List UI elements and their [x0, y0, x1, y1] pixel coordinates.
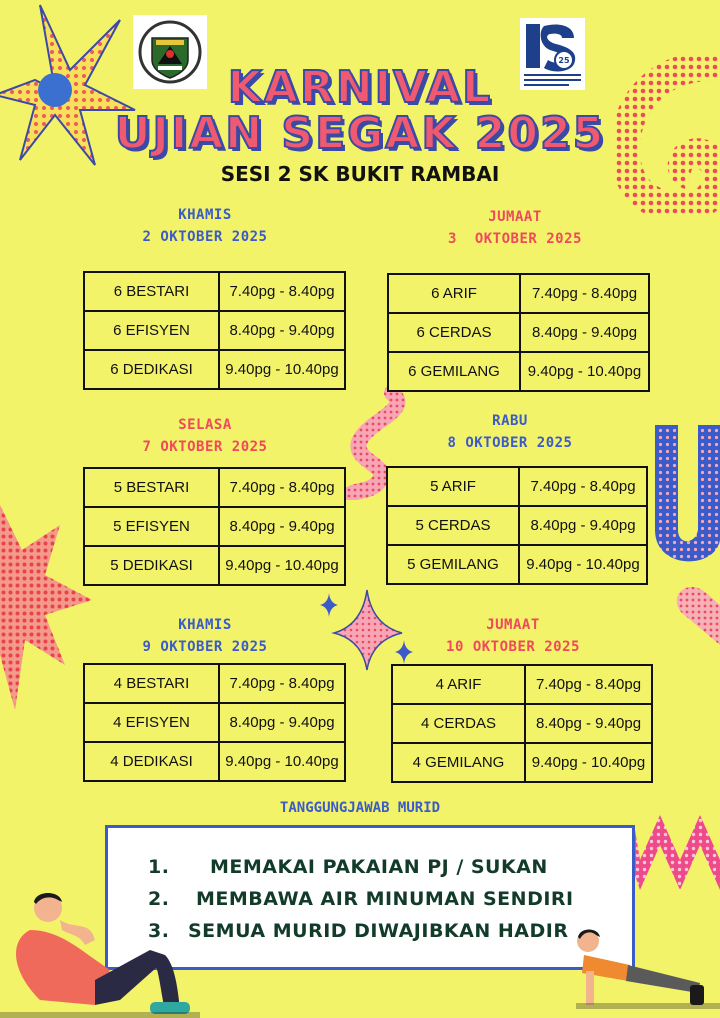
- item-number: 1.: [148, 856, 170, 878]
- situp-person-illustration-icon: [0, 890, 200, 1018]
- day-heading: [405, 410, 615, 454]
- table-row: [84, 311, 345, 350]
- table-row: [388, 313, 649, 352]
- class-cell: 6 DEDIKASI: [84, 350, 219, 389]
- time-cell: 8.40pg - 9.40pg: [520, 313, 649, 352]
- time-cell: 7.40pg - 8.40pg: [520, 274, 649, 313]
- u-shape-decoration-icon: [650, 420, 720, 580]
- table-row: [387, 467, 647, 506]
- table-row: [387, 506, 647, 545]
- class-cell: 5 ARIF: [387, 467, 519, 506]
- time-cell: 7.40pg - 8.40pg: [219, 664, 345, 703]
- class-cell: 4 EFISYEN: [84, 703, 219, 742]
- time-cell: 8.40pg - 9.40pg: [219, 703, 345, 742]
- starburst-decoration-icon: [0, 505, 95, 715]
- day-heading: [100, 204, 310, 248]
- day-label: RABU: [492, 413, 528, 429]
- class-cell: 6 BESTARI: [84, 272, 219, 311]
- class-cell: 6 EFISYEN: [84, 311, 219, 350]
- class-cell: 6 ARIF: [388, 274, 520, 313]
- page-title-line2: UJIAN SEGAK 2025: [114, 108, 606, 159]
- day-heading: [100, 414, 310, 458]
- time-cell: 9.40pg - 10.40pg: [520, 352, 649, 391]
- item-number: 2.: [148, 888, 170, 910]
- schedule-table: [83, 271, 346, 390]
- table-row: [84, 664, 345, 703]
- pushup-person-illustration-icon: [570, 925, 720, 1018]
- item-text: MEMBAWA AIR MINUMAN SENDIRI: [196, 888, 574, 910]
- day-heading: [410, 206, 620, 250]
- table-row: [84, 546, 345, 585]
- item-text: MEMAKAI PAKAIAN PJ / SUKAN: [210, 856, 548, 878]
- day-label: KHAMIS: [178, 617, 232, 633]
- class-cell: 4 DEDIKASI: [84, 742, 219, 781]
- table-row: [392, 665, 652, 704]
- class-cell: 6 CERDAS: [388, 313, 520, 352]
- class-cell: 6 GEMILANG: [388, 352, 520, 391]
- time-cell: 7.40pg - 8.40pg: [219, 272, 345, 311]
- time-cell: 7.40pg - 8.40pg: [525, 665, 652, 704]
- date-label: 7 OKTOBER 2025: [142, 439, 268, 455]
- time-cell: 9.40pg - 10.40pg: [219, 546, 345, 585]
- time-cell: 7.40pg - 8.40pg: [219, 468, 345, 507]
- schedule-table: [83, 663, 346, 782]
- class-cell: 4 GEMILANG: [392, 743, 525, 782]
- table-row: [387, 545, 647, 584]
- item-text: SEMUA MURID DIWAJIBKAN HADIR: [188, 920, 569, 942]
- table-row: [388, 274, 649, 313]
- time-cell: 9.40pg - 10.40pg: [525, 743, 652, 782]
- table-row: [84, 703, 345, 742]
- class-cell: 5 GEMILANG: [387, 545, 519, 584]
- time-cell: 9.40pg - 10.40pg: [219, 742, 345, 781]
- table-row: [392, 704, 652, 743]
- class-cell: 5 DEDIKASI: [84, 546, 219, 585]
- day-heading: [408, 614, 618, 658]
- date-label: 9 OKTOBER 2025: [142, 639, 268, 655]
- item-number: 3.: [148, 920, 170, 942]
- time-cell: 8.40pg - 9.40pg: [219, 311, 345, 350]
- table-row: [84, 742, 345, 781]
- table-row: [84, 468, 345, 507]
- session-subtitle: SESI 2 SK BUKIT RAMBAI: [220, 162, 500, 186]
- time-cell: 9.40pg - 10.40pg: [519, 545, 647, 584]
- zigzag-w-decoration-icon: [620, 810, 720, 900]
- date-label: 10 OKTOBER 2025: [446, 639, 580, 655]
- class-cell: 4 BESTARI: [84, 664, 219, 703]
- time-cell: 9.40pg - 10.40pg: [219, 350, 345, 389]
- schedule-table: [387, 273, 650, 392]
- table-row: [84, 350, 345, 389]
- schedule-table: [391, 664, 653, 783]
- table-row: [84, 507, 345, 546]
- class-cell: 5 CERDAS: [387, 506, 519, 545]
- day-label: JUMAAT: [488, 209, 542, 225]
- class-cell: 5 EFISYEN: [84, 507, 219, 546]
- class-cell: 5 BESTARI: [84, 468, 219, 507]
- date-label: 8 OKTOBER 2025: [447, 435, 573, 451]
- time-cell: 8.40pg - 9.40pg: [519, 506, 647, 545]
- day-label: SELASA: [178, 417, 232, 433]
- heart-decoration-icon: [672, 585, 720, 655]
- schedule-table: [386, 466, 648, 585]
- day-label: JUMAAT: [486, 617, 540, 633]
- day-label: KHAMIS: [178, 207, 232, 223]
- svg-text:25: 25: [558, 56, 570, 65]
- class-cell: 4 ARIF: [392, 665, 525, 704]
- page-title-line1: KARNIVAL: [227, 62, 493, 113]
- schedule-table: [83, 467, 346, 586]
- time-cell: 7.40pg - 8.40pg: [519, 467, 647, 506]
- responsibilities-title: TANGGUNGJAWAB MURID: [279, 800, 441, 816]
- table-row: [84, 272, 345, 311]
- table-row: [388, 352, 649, 391]
- date-label: 3 OKTOBER 2025: [448, 231, 582, 247]
- class-cell: 4 CERDAS: [392, 704, 525, 743]
- time-cell: 8.40pg - 9.40pg: [219, 507, 345, 546]
- table-row: [392, 743, 652, 782]
- date-label: 2 OKTOBER 2025: [142, 229, 268, 245]
- time-cell: 8.40pg - 9.40pg: [525, 704, 652, 743]
- day-heading: [100, 614, 310, 658]
